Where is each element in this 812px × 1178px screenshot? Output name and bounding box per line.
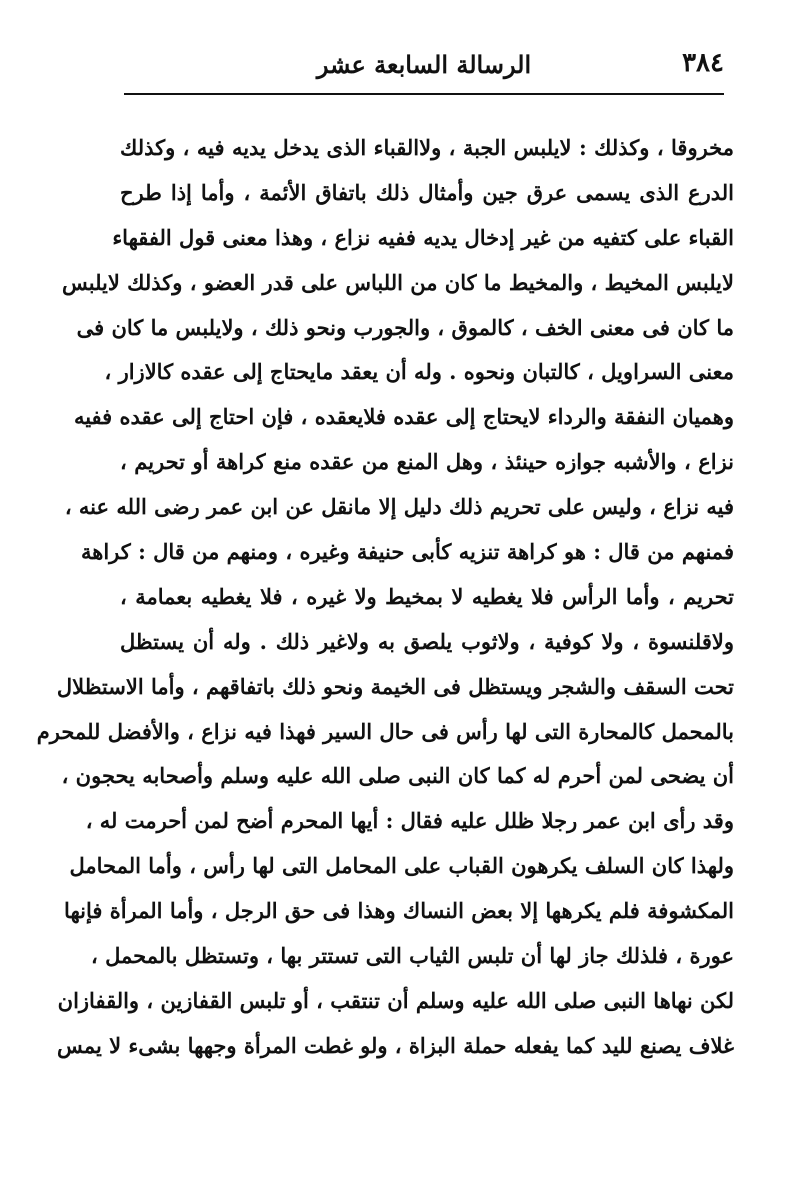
text-line: عورة ، فلذلك جاز لها أن تلبس الثياب التى تستتر بها ، وتستظل بالمحمل ، (91, 943, 734, 969)
text-line: غلاف يصنع لليد كما يفعله حملة البزاة ، ولو غطت المرأة وجهها بشىء لا يمس (57, 1032, 734, 1058)
text-line: الدرع الذى يسمى عرق جين وأمثال ذلك باتفاق الأئمة ، وأما إذا طرح (120, 179, 734, 205)
text-line: المكشوفة فلم يكرهها إلا بعض النساك وهذا فى حق الرجل ، وأما المرأة فإنها (64, 898, 734, 924)
text-line: نزاع ، والأشبه جوازه حينئذ ، وهل المنع من عقده منع كراهة أو تحريم ، (120, 449, 734, 475)
text-line: معنى السراويل ، كالتبان ونحوه . وله أن يعقد مايحتاج إلى عقده كالازار ، (104, 359, 734, 385)
page-header (124, 46, 724, 92)
text-line: لايلبس المخيط ، والمخيط ما كان من اللباس على قدر العضو ، وكذلك لايلبس (61, 269, 734, 295)
text-line: لكن نهاها النبى صلى الله عليه وسلم أن تنتقب ، أو تلبس القفازين ، والقفازان (57, 987, 734, 1013)
text-line: ولاقلنسوة ، ولا كوفية ، ولاثوب يلصق به ولاغير ذلك . وله أن يستظل (120, 628, 734, 654)
text-line: وهميان النفقة والرداء لايحتاج إلى عقده فلايعقده ، فإن احتاج إلى عقده ففيه (73, 404, 734, 430)
text-line: فيه نزاع ، وليس على تحريم ذلك دليل إلا مانقل عن ابن عمر رضى الله عنه ، (64, 494, 734, 520)
text-line: وقد رأى ابن عمر رجلا ظلل عليه فقال : أيها المحرم أضح لمن أحرمت له ، (85, 808, 734, 834)
text-line: أن يضحى لمن أحرم له كما كان النبى صلى الله عليه وسلم وأصحابه يحجون ، (61, 763, 734, 789)
text-line: فمنهم من قال : هو كراهة تنزيه كأبى حنيفة وغيره ، ومنهم من قال : كراهة (81, 539, 734, 565)
header-rule (124, 93, 724, 95)
text-line: تحريم ، وأما الرأس فلا يغطيه لا بمخيط ولا غيره ، فلا يغطيه بعمامة ، (120, 583, 734, 609)
text-line: القباء على كتفيه من غير إدخال يديه ففيه نزاع ، وهذا معنى قول الفقهاء (112, 224, 734, 250)
text-line: ولهذا كان السلف يكرهون القباب على المحامل التى لها رأس ، وأما المحامل (69, 853, 734, 879)
body-text (36, 126, 734, 1069)
page-number: ٣٨٤ (682, 48, 724, 78)
text-line: ما كان فى معنى الخف ، كالموق ، والجورب ونحو ذلك ، ولايلبس ما كان فى (76, 314, 734, 340)
text-line: بالمحمل كالمحارة التى لها رأس فى حال السير فهذا فيه نزاع ، والأفضل للمحرم (36, 718, 734, 744)
text-line: تحت السقف والشجر ويستظل فى الخيمة ونحو ذلك باتفاقهم ، وأما الاستظلال (56, 673, 734, 699)
text-line: مخروقا ، وكذلك : لايلبس الجبة ، ولاالقباء الذى يدخل يديه فيه ، وكذلك (120, 135, 734, 160)
running-title: الرسالة السابعة عشر (316, 50, 532, 79)
